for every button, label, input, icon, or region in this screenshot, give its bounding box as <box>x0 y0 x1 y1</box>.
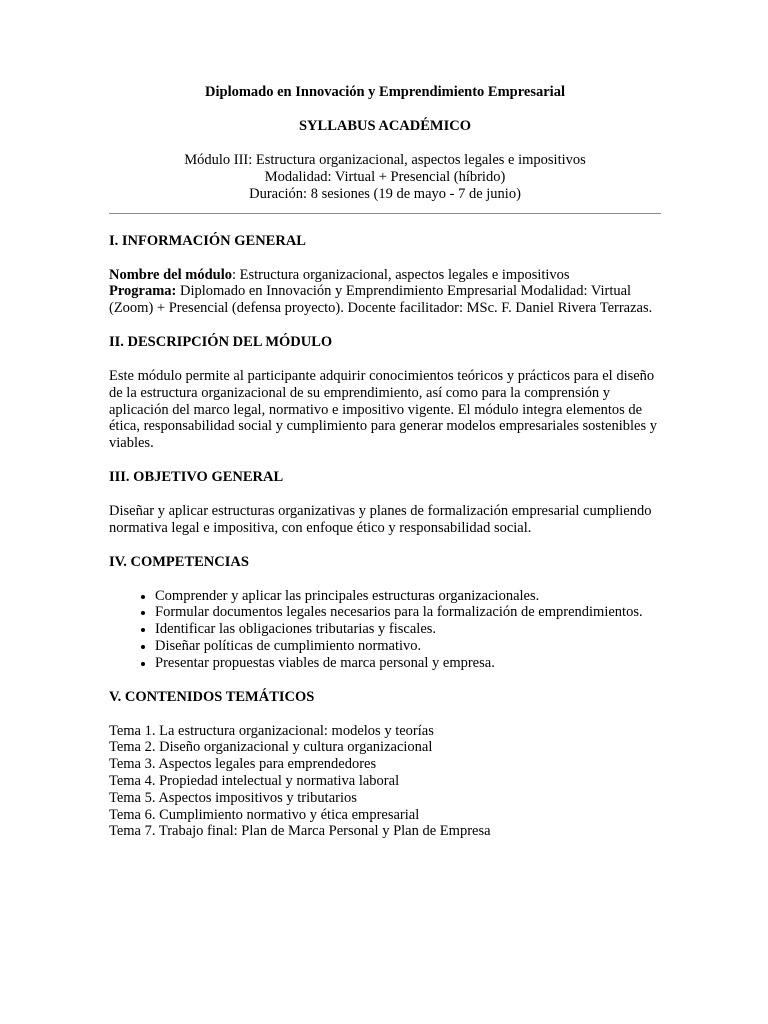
module-name-value: : Estructura organizacional, aspectos legales e impositivos <box>232 266 570 283</box>
modality-line: Modalidad: Virtual + Presencial (híbrido) <box>264 168 506 185</box>
document-page <box>109 84 661 840</box>
tema-item: Tema 4. Propiedad intelectual y normativa laboral <box>109 772 400 789</box>
module-line: Módulo III: Estructura organizacional, aspectos legales e impositivos <box>184 151 586 168</box>
module-name-label: Nombre del módulo <box>109 266 232 283</box>
tema-item: Tema 5. Aspectos impositivos y tributarios <box>109 789 357 806</box>
general-info-paragraph <box>109 267 661 317</box>
document-title: Diplomado en Innovación y Emprendimiento Empresarial <box>205 84 565 100</box>
description-paragraph: Este módulo permite al participante adquirir conocimientos teóricos y prácticos para el diseño de la estructura organizacional de su emprendimiento, así como para la comprensión y aplicación del marco legal, normativo e impositivo vigente. El módulo integra elementos de ética, responsabilidad social y cumplimiento para generar modelos empresariales sostenibles y viables. <box>109 367 658 452</box>
list-item: • Formular documentos legales necesarios para la formalización de emprendimientos. <box>155 604 661 621</box>
list-item: • Identificar las obligaciones tributarias y fiscales. <box>155 621 661 638</box>
objective-paragraph: Diseñar y aplicar estructuras organizativas y planes de formalización empresarial cumpliendo normativa legal e impositiva, con enfoque ético y responsabilidad social. <box>109 502 652 536</box>
tema-item: Tema 3. Aspectos legales para emprendedores <box>109 756 377 773</box>
document-subtitle: SYLLABUS ACADÉMICO <box>298 117 472 134</box>
temas-list <box>109 723 661 841</box>
header-divider <box>109 213 661 214</box>
module-meta <box>109 152 661 203</box>
section-heading: IV. COMPETENCIAS <box>109 553 249 570</box>
tema-item: Tema 1. La estructura organizacional: modelos y teorías <box>109 722 434 739</box>
section-description <box>109 334 661 452</box>
competencies-list <box>109 588 661 672</box>
section-contents <box>109 689 661 841</box>
section-objective <box>109 469 661 537</box>
section-competencies <box>109 554 661 672</box>
duration-line: Duración: 8 sesiones (19 de mayo - 7 de junio) <box>249 185 521 202</box>
list-item: • Diseñar políticas de cumplimiento normativo. <box>155 638 661 655</box>
program-value: Diplomado en Innovación y Emprendimiento Empresarial Modalidad: Virtual (Zoom) + Presencial (defensa proyecto). Docente facilitador: MSc. F. Daniel Rivera Terrazas. <box>109 283 653 317</box>
section-heading: V. CONTENIDOS TEMÁTICOS <box>109 688 315 705</box>
tema-item: Tema 6. Cumplimiento normativo y ética empresarial <box>109 806 420 823</box>
list-item: • Presentar propuestas viables de marca personal y empresa. <box>155 655 661 672</box>
section-heading: II. DESCRIPCIÓN DEL MÓDULO <box>109 333 333 350</box>
document-header <box>109 84 661 203</box>
section-heading: III. OBJETIVO GENERAL <box>109 468 284 485</box>
section-heading: I. INFORMACIÓN GENERAL <box>109 232 306 249</box>
tema-item: Tema 7. Trabajo final: Plan de Marca Personal y Plan de Empresa <box>109 823 491 840</box>
tema-item: Tema 2. Diseño organizacional y cultura organizacional <box>109 739 433 756</box>
section-general-info <box>109 233 661 317</box>
list-item: • Comprender y aplicar las principales estructuras organizacionales. <box>155 588 661 605</box>
program-label: Programa: <box>109 283 177 300</box>
